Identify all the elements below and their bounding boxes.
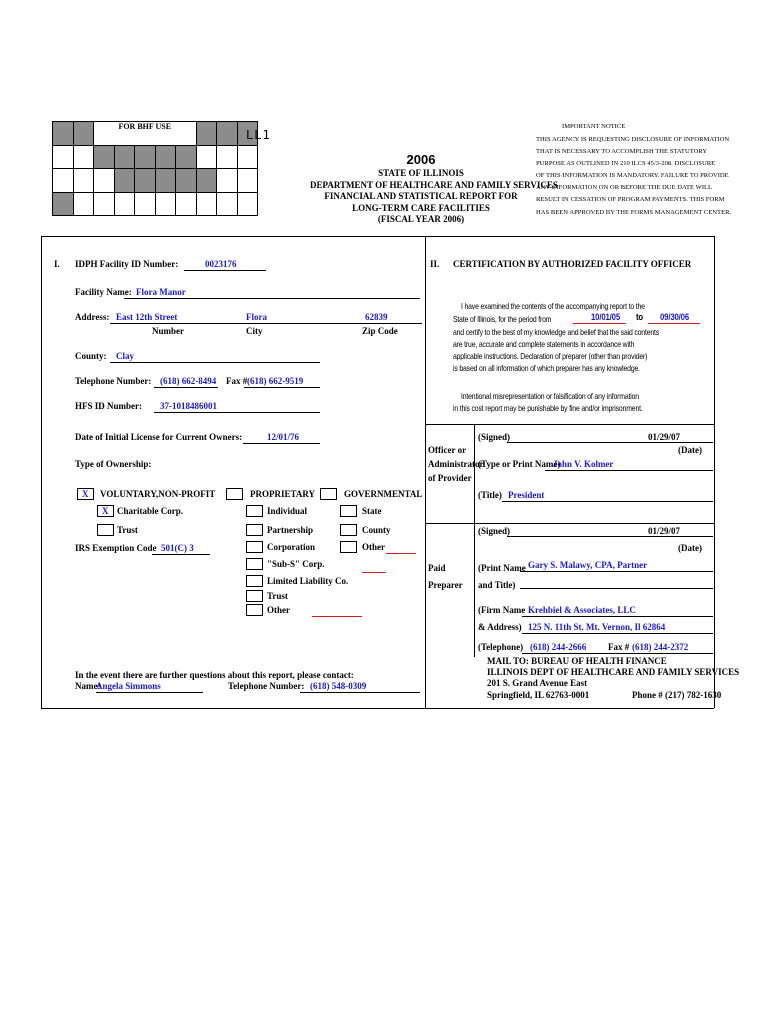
firm-telephone-value[interactable]: (618) 244-2666 xyxy=(530,642,587,652)
notice-line: RESULT IN CESSATION OF PROGRAM PAYMENTS. THIS FORM xyxy=(536,196,725,204)
fax-value[interactable]: (618) 662-9519 xyxy=(247,376,304,386)
period-to-value[interactable]: 09/30/06 xyxy=(660,312,690,323)
officer-signed-date: 01/29/07 xyxy=(648,432,681,442)
city-value[interactable]: Flora xyxy=(246,312,267,322)
bhf-cell xyxy=(94,169,115,193)
bhf-cell xyxy=(237,145,258,169)
charitable-label: Charitable Corp. xyxy=(117,506,183,516)
notice-title: IMPORTANT NOTICE xyxy=(562,123,626,130)
cert-line-1: I have examined the contents of the accompanying report to the xyxy=(461,301,645,311)
telephone-line xyxy=(154,387,218,388)
period-to-label: to xyxy=(636,312,644,323)
hfs-id-line xyxy=(154,412,320,413)
corporation-label: Corporation xyxy=(267,542,315,552)
state-label: State xyxy=(362,506,382,516)
bhf-cell xyxy=(237,192,258,216)
report-title: FINANCIAL AND STATISTICAL REPORT FOR xyxy=(324,191,518,201)
period-from-value[interactable]: 10/01/05 xyxy=(591,312,621,323)
firm-address-line xyxy=(522,633,713,634)
bhf-cell xyxy=(135,169,156,193)
street-value[interactable]: East 12th Street xyxy=(116,312,178,322)
firm-fax-value[interactable]: (618) 244-2372 xyxy=(632,642,689,652)
officer-block-top xyxy=(425,424,714,425)
bhf-cell xyxy=(53,145,74,169)
preparer-print-label xyxy=(478,560,526,594)
bhf-cell xyxy=(53,192,74,216)
facility-id-value[interactable]: 0023176 xyxy=(205,259,237,269)
fax-line xyxy=(244,387,320,388)
trust-label: Trust xyxy=(117,525,138,535)
zip-caption: Zip Code xyxy=(362,326,398,336)
bhf-cell xyxy=(217,169,238,193)
officer-block-bottom xyxy=(425,523,714,524)
address-label: Address: xyxy=(75,312,110,322)
preparer-signed-label: (Signed) xyxy=(478,526,511,536)
prop-trust-checkbox[interactable] xyxy=(246,590,263,602)
important-notice xyxy=(536,134,731,219)
officer-title-line xyxy=(502,501,713,502)
bhf-cell xyxy=(94,192,115,216)
preparer-print-line: (Print Name xyxy=(478,563,526,573)
bhf-label: FOR BHF USE xyxy=(94,122,197,146)
preparer-name-line xyxy=(520,571,713,572)
bhf-cell xyxy=(176,192,197,216)
license-date-value[interactable]: 12/01/76 xyxy=(267,432,300,442)
contact-question: In the event there are further questions about this report, please contact: xyxy=(75,670,354,680)
bhf-cell xyxy=(155,145,176,169)
frame-bottom xyxy=(41,708,714,709)
bhf-cell xyxy=(217,145,238,169)
bhf-cell xyxy=(155,169,176,193)
license-date-line xyxy=(243,443,320,444)
gov-other-line xyxy=(386,553,416,554)
bhf-cell xyxy=(196,192,217,216)
mail-line: Springfield, IL 62763-0001 xyxy=(487,689,590,700)
bhf-cell xyxy=(237,169,258,193)
bhf-cell xyxy=(196,169,217,193)
frame-right xyxy=(714,236,715,708)
facility-id-label: IDPH Facility ID Number: xyxy=(75,259,179,269)
gov-other-checkbox[interactable] xyxy=(340,541,357,553)
preparer-signature-line xyxy=(507,536,713,537)
frame-left xyxy=(41,236,42,708)
prop-other-checkbox[interactable] xyxy=(246,604,263,616)
facility-name-line xyxy=(124,298,420,299)
paid-preparer-line: Paid xyxy=(428,563,446,573)
firm-fax-label: Fax # xyxy=(608,642,630,652)
bhf-cell xyxy=(53,169,74,193)
form-year: 2006 xyxy=(406,152,436,167)
telephone-label: Telephone Number: xyxy=(75,376,152,386)
fax-label: Fax # xyxy=(226,376,248,386)
facilities-title: LONG-TERM CARE FACILITIES xyxy=(352,202,490,213)
certification-title: CERTIFICATION BY AUTHORIZED FACILITY OFFICER xyxy=(453,259,692,269)
officer-label-line: Administrator xyxy=(428,459,484,469)
prop-trust-label: Trust xyxy=(267,591,288,601)
contact-name-label: Name: xyxy=(75,681,101,691)
contact-phone-line xyxy=(300,692,420,693)
preparer-name-value[interactable]: Gary S. Malawy, CPA, Partner xyxy=(528,560,648,570)
facility-name-label: Facility Name: xyxy=(75,287,132,297)
hfs-id-label: HFS ID Number: xyxy=(75,401,142,411)
warning-line-1: Intentional misrepresentation or falsification of any information xyxy=(461,391,639,401)
bhf-cell xyxy=(73,122,94,146)
notice-line: ANY INFORMATION ON OR BEFORE THE DUE DATE WILL xyxy=(536,184,713,192)
mail-phone: Phone # (217) 782-1630 xyxy=(632,690,722,700)
telephone-value[interactable]: (618) 662-8494 xyxy=(160,376,217,386)
proprietary-checkbox[interactable] xyxy=(226,488,243,500)
officer-name-line xyxy=(545,470,713,471)
state-title: STATE OF ILLINOIS xyxy=(378,168,464,178)
contact-phone-value[interactable]: (618) 548-0309 xyxy=(310,681,367,691)
department-title: DEPARTMENT OF HEALTHCARE AND FAMILY SERVICES xyxy=(310,179,558,190)
bhf-cell xyxy=(73,145,94,169)
voluntary-mark: X xyxy=(82,489,89,499)
governmental-label: GOVERNMENTAL xyxy=(344,489,423,499)
officer-signature-line xyxy=(507,442,713,443)
officer-title-label: (Title) xyxy=(478,490,502,500)
paid-preparer-label xyxy=(428,560,463,594)
warning-line-2: in this cost report may be punishable by fine and/or imprisonment. xyxy=(453,403,643,413)
section-1-number: I. xyxy=(54,259,60,269)
individual-label: Individual xyxy=(267,506,308,516)
subs-corp-label: "Sub-S" Corp. xyxy=(267,559,325,569)
prop-other-label: Other xyxy=(267,605,290,615)
gov-other-label: Other xyxy=(362,542,385,552)
firm-telephone-line xyxy=(522,653,713,654)
form-header xyxy=(310,152,558,226)
bhf-cell xyxy=(135,145,156,169)
cert-line-4: are true, accurate and complete statements in accordance with xyxy=(453,339,635,349)
county-value[interactable]: Clay xyxy=(116,351,134,361)
irs-code-line xyxy=(152,554,210,555)
officer-label xyxy=(428,443,484,485)
frame-divider xyxy=(425,236,426,708)
mail-line: ILLINOIS DEPT OF HEALTHCARE AND FAMILY SERVICES xyxy=(487,667,740,678)
notice-line: THAT IS NECESSARY TO ACCOMPLISH THE STATUTORY xyxy=(536,148,708,156)
partnership-label: Partnership xyxy=(267,525,313,535)
notice-line: HAS BEEN APPROVED BY THE FORMS MANAGEMENT CENTER. xyxy=(536,208,732,216)
hfs-id-value[interactable]: 37-1018486001 xyxy=(160,401,217,411)
llc-checkbox[interactable] xyxy=(246,575,263,587)
prop-other-line xyxy=(312,616,362,617)
ownership-label: Type of Ownership: xyxy=(75,459,152,469)
notice-line: THIS AGENCY IS REQUESTING DISCLOSURE OF INFORMATION xyxy=(536,136,730,143)
bhf-cell xyxy=(114,192,135,216)
cert-line-3: and certify to the best of my knowledge and belief that the said contents xyxy=(453,327,660,337)
fiscal-year: (FISCAL YEAR 2006) xyxy=(377,214,465,224)
bhf-cell xyxy=(114,169,135,193)
contact-name-value[interactable]: Angela Simmons xyxy=(96,681,161,691)
frame-top xyxy=(41,236,714,237)
proprietary-label: PROPRIETARY xyxy=(250,489,316,499)
irs-code-label: IRS Exemption Code xyxy=(75,543,157,553)
bhf-cell xyxy=(196,145,217,169)
bhf-cell xyxy=(196,122,217,146)
charitable-mark: X xyxy=(102,506,109,516)
form-code: LL1 xyxy=(246,128,271,142)
bhf-cell xyxy=(176,145,197,169)
subs-corp-line xyxy=(362,572,386,573)
bhf-cell xyxy=(135,192,156,216)
cert-line-6: is based on all information of which preparer has any knowledge. xyxy=(453,363,640,373)
preparer-date-label: (Date) xyxy=(678,543,702,553)
address-line xyxy=(110,323,422,324)
officer-print-label: (Type or Print Name) xyxy=(478,459,561,469)
officer-label-line: of Provider xyxy=(428,473,472,483)
trust-checkbox[interactable] xyxy=(97,524,114,536)
firm-name-line xyxy=(522,616,713,617)
firm-address-label: & Address) xyxy=(478,622,522,632)
preparer-print-line: and Title) xyxy=(478,580,516,590)
partnership-checkbox[interactable] xyxy=(246,524,263,536)
notice-line: OF THIS INFORMATION IS MANDATORY. FAILURE TO PROVIDE xyxy=(536,172,729,180)
period-to-line xyxy=(648,323,700,324)
county-checkbox[interactable] xyxy=(340,524,357,536)
bhf-cell xyxy=(73,169,94,193)
facility-id-line xyxy=(184,270,266,271)
contact-phone-label: Telephone Number: xyxy=(228,681,305,691)
bhf-cell xyxy=(53,122,74,146)
voluntary-label: VOLUNTARY,NON-PROFIT xyxy=(100,489,216,499)
zip-value[interactable]: 62839 xyxy=(365,312,388,322)
cert-line-5: applicable instructions. Declaration of preparer (other than provider) xyxy=(453,351,648,361)
preparer-title-line xyxy=(520,588,713,589)
county-option-label: County xyxy=(362,525,391,535)
bhf-cell xyxy=(217,192,238,216)
mail-line: MAIL TO: BUREAU OF HEALTH FINANCE xyxy=(487,656,667,666)
bhf-cell xyxy=(217,122,238,146)
corporation-checkbox[interactable] xyxy=(246,541,263,553)
subs-corp-checkbox[interactable] xyxy=(246,558,263,570)
officer-name-value[interactable]: John V. Kolmer xyxy=(553,459,614,469)
notice-line: PURPOSE AS OUTLINED IN 210 ILCS 45/3-208. DISCLOSURE xyxy=(536,160,716,168)
city-caption: City xyxy=(246,326,263,336)
county-label: County: xyxy=(75,351,107,361)
preparer-signed-date: 01/29/07 xyxy=(648,526,681,536)
mail-line: 201 S. Grand Avenue East xyxy=(487,678,588,689)
firm-address-value[interactable]: 125 N. 11th St. Mt. Vernon, Il 62864 xyxy=(528,622,666,632)
county-line xyxy=(110,362,320,363)
officer-label-line: Officer or xyxy=(428,445,467,455)
individual-checkbox[interactable] xyxy=(246,505,263,517)
officer-title-value[interactable]: President xyxy=(508,490,545,500)
bhf-cell xyxy=(155,192,176,216)
bhf-cell xyxy=(73,192,94,216)
firm-name-label: (Firm Name xyxy=(478,605,526,615)
cert-line-2: State of Illinois, for the period from xyxy=(453,314,552,324)
period-from-line xyxy=(573,323,626,324)
bhf-cell xyxy=(176,169,197,193)
section-2-number: II. xyxy=(430,259,440,269)
firm-name-value[interactable]: Krehbiel & Associates, LLC xyxy=(528,605,636,615)
governmental-checkbox[interactable] xyxy=(320,488,337,500)
contact-name-line xyxy=(96,692,203,693)
bhf-cell xyxy=(94,145,115,169)
number-caption: Number xyxy=(152,326,184,336)
license-date-label: Date of Initial License for Current Owners: xyxy=(75,432,243,442)
officer-signed-label: (Signed) xyxy=(478,432,511,442)
llc-label: Limited Liability Co. xyxy=(267,576,349,586)
bhf-cell xyxy=(114,145,135,169)
paid-preparer-line: Preparer xyxy=(428,580,463,590)
firm-telephone-label: (Telephone) xyxy=(478,642,524,652)
bhf-use-grid xyxy=(52,121,258,216)
irs-code-value[interactable]: 501(C) 3 xyxy=(161,543,194,553)
officer-date-label: (Date) xyxy=(678,445,702,455)
facility-name-value[interactable]: Flora Manor xyxy=(136,287,186,297)
state-checkbox[interactable] xyxy=(340,505,357,517)
